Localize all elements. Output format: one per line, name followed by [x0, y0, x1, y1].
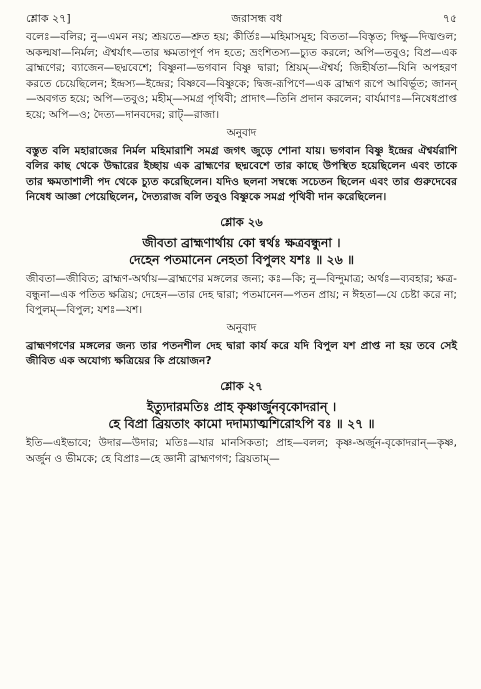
sloka-27-line-1: ইত্যুদারমতিঃ প্রাহ কৃষ্ণার্জুনবৃকোদরান্ ।	[146, 398, 337, 414]
header-page-number: ৭৫	[442, 12, 457, 25]
synonyms-27: ইতি—এইভাবে; উদার—উদার; মতিঃ—যার মানসিকতা; প্রাহ—বলল; কৃষ্ণ-অর্জুন-বৃকোদরান্—কৃষ্ণ, অর্জুন ও ভীমকে; হে বিপ্রাঃ—হে জ্ঞানী ব্রাহ্মণগণ; ব্রিয়তাম্—	[26, 436, 457, 465]
page-header	[26, 10, 457, 30]
header-verse-ref: শ্লোক ২৭]	[26, 12, 71, 25]
synonyms-25: বলেঃ—বলির; নু—এমন নয়; শ্রূয়তে—শ্রুত হয়; কীর্তিঃ—মহিমাসমূহ; বিততা—বিস্তৃত; দিক্ষু—দিঙ্মণ্ডল; অকল্মষা—নির্মল; ঐশ্বর্যাৎ—তার ক্ষমতাপূর্ণ পদ হতে; ভ্রংশিতস্য—চ্যুত করলে; অপি—তবুও; বিপ্র—এক ব্রাহ্মণের; ব্যাজেন—ছদ্মবেশে; বিষ্ণুনা—ভগবান বিষ্ণু দ্বারা; শ্রিয়ম্—ঐশ্বর্য; জিহীর্ষতা—যিনি অপহরণ করতে চেয়েছিলেন; ইন্দ্রস্য—ইন্দ্রের; বিষ্ণবে—বিষ্ণুকে; দ্বিজ-রূপিণে—এক ব্রাহ্মণ রূপে আবির্ভূত; জানন্—অবগত হয়ে; অপি—তবুও; মহীম্—সমগ্র পৃথিবী; প্রাদাৎ—তিনি প্রদান করলেন; বার্যমাণঃ—নিষেধপ্রাপ্ত হয়ে; অপি—ও; দৈত্য—দানবদের; রাট্—রাজা।	[26, 31, 457, 121]
translation-25: বস্তুত বলি মহারাজের নির্মল মহিমারাশি সমগ্র জগৎ জুড়ে শোনা যায়। ভগবান বিষ্ণু ইন্দ্রের ঐশ্বর্যরাশি বলির কাছ থেকে উদ্ধারের ইচ্ছায় এক ব্রাহ্মণের ছদ্মবেশে তার কাছে উপস্থিত হয়েছিলেন এবং তাকে তার ক্ষমতাশালী পদ থেকে চ্যুত করেছিলেন। যদিও ছলনা সম্বন্ধে সচেতন ছিলেন এবং তার গুরুদেবের নিষেধ আজ্ঞা পেয়েছিলেন, দৈত্যরাজ বলি তবুও বিষ্ণুকে সমগ্র পৃথিবী দান করেছিলেন।	[26, 144, 457, 204]
sloka-26-line-2: দেহেন পতমানেন নেহতা বিপুলং যশঃ ॥ ২৬ ॥	[128, 251, 354, 267]
sloka-26-line-1: জীবতা ব্রাহ্মণার্থায় কো ন্বর্থঃ ক্ষত্রবন্ধুনা ।	[142, 234, 341, 250]
header-chapter-title: জরাসন্ধ বধ	[231, 12, 283, 25]
sloka-27-line-2: হে বিপ্রা ব্রিয়তাং কামো দদাম্যাত্মশিরোঽপি বঃ ॥ ২৭ ॥	[108, 415, 375, 431]
synonyms-26: জীবতা—জীবিত; ব্রাহ্মণ-অর্থায়—ব্রাহ্মণের মঙ্গলের জন্য; কঃ—কি; নু—বিন্দুমাত্র; অর্থঃ—ব্যবহার; ক্ষত্র-বন্ধুনা—এক পতিত ক্ষত্রিয়; দেহেন—তার দেহ দ্বারা; পতমানেন—পতন প্রায়; ন ঈহতা—যে চেষ্টা করে না; বিপুলম্—বিপুল; যশঃ—যশ।	[26, 272, 457, 317]
translation-26: ব্রাহ্মণগণের মঙ্গলের জন্য তার পতনশীল দেহ দ্বারা কার্য করে যদি বিপুল যশ প্রাপ্ত না হয় তবে সেই জীবিত এক অযোগ্য ক্ষত্রিয়ের কি প্রয়োজন?	[26, 339, 457, 368]
sloka-26-title: শ্লোক ২৬	[220, 214, 263, 229]
translation-heading-25: অনুবাদ	[226, 126, 257, 139]
translation-heading-26: অনুবাদ	[226, 321, 257, 334]
sloka-27-title: শ্লোক ২৭	[220, 378, 263, 393]
